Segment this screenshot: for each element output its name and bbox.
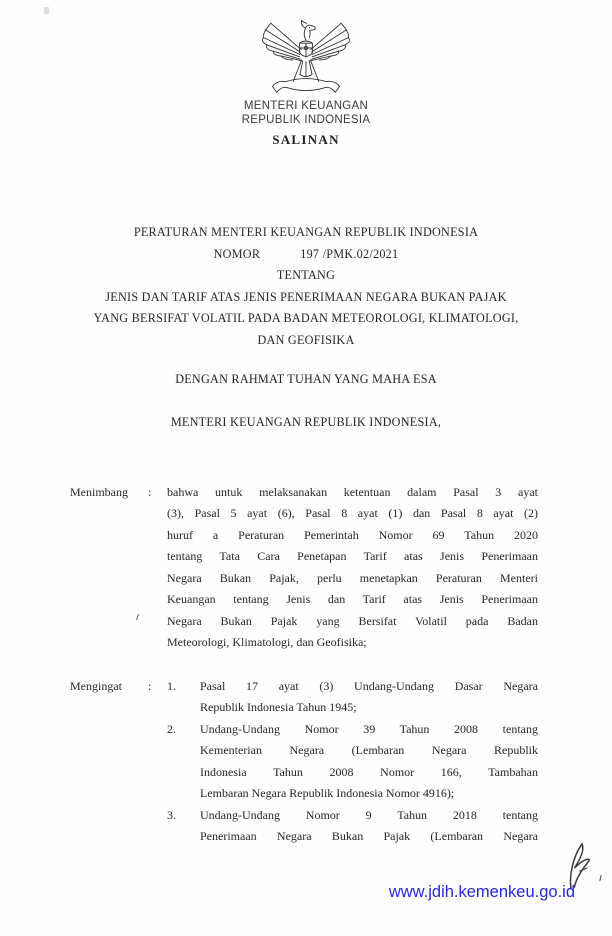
- text-line: Negara Bukan Pajak, perlu menetapkan Peraturan Menteri: [167, 570, 538, 585]
- subject-line: DAN GEOFISIKA: [257, 332, 355, 347]
- number-label: NOMOR: [213, 246, 261, 261]
- legal-basis-list: [167, 676, 538, 848]
- text-line: Penerimaan Negara Bukan Pajak (Lembaran Negara: [200, 829, 538, 844]
- jdih-kemenkeu-link[interactable]: www.jdih.kemenkeu.go.id: [388, 883, 575, 901]
- subject-line: JENIS DAN TARIF ATAS JENIS PENERIMAAN NEGARA BUKAN PAJAK: [105, 289, 507, 304]
- considering-text: [167, 482, 538, 654]
- text-line: Kementerian Negara (Lembaran Negara Republik: [200, 743, 538, 758]
- ministry-line-1: MENTERI KEUANGAN: [243, 100, 369, 112]
- garuda-pancasila-emblem: [258, 16, 354, 98]
- regulation-heading: PERATURAN MENTERI KEUANGAN REPUBLIK INDONESIA: [133, 225, 479, 239]
- copy-stamp-salinan: SALINAN: [272, 132, 340, 147]
- legal-basis-clause: [70, 676, 538, 848]
- text-line: Keuangan tentang Jenis dan Tarif atas Jenis Penerimaan: [167, 592, 538, 607]
- subject-line: YANG BERSIFAT VOLATIL PADA BADAN METEOROLOGI, KLIMATOLOGI,: [93, 311, 519, 325]
- text-line: Meteorologi, Klimatologi, dan Geofisika;: [167, 635, 367, 650]
- text-line: Lembaran Negara Republik Indonesia Nomor 4916);: [200, 786, 455, 801]
- considering-label: Menimbang: [70, 485, 128, 499]
- text-line: Undang-Undang Nomor 9 Tahun 2018 tentang: [200, 807, 538, 822]
- item-number: 2.: [167, 721, 176, 736]
- considering-separator: :: [148, 485, 152, 499]
- letterhead-ministry-name: [0, 100, 612, 127]
- item-text: [200, 676, 538, 719]
- text-line: Negara Bukan Pajak yang Bersifat Volatil pada Badan: [167, 613, 538, 628]
- legal-basis-separator: :: [148, 679, 152, 693]
- garuda-emblem-icon: [258, 16, 354, 96]
- text-line: Undang-Undang Nomor 39 Tahun 2008 tentang: [200, 721, 538, 736]
- invocation-line: DENGAN RAHMAT TUHAN YANG MAHA ESA: [175, 372, 437, 386]
- text-line: bahwa untuk melaksanakan ketentuan dalam Pasal 3 ayat: [167, 485, 538, 499]
- item-number: 3.: [167, 807, 176, 822]
- item-number: 1.: [167, 679, 176, 693]
- regulation-title-block: [0, 222, 612, 351]
- text-line: tentang Tata Cara Penetapan Tarif atas Jenis Penerimaan: [167, 549, 538, 564]
- text-line: Republik Indonesia Tahun 1945;: [200, 700, 357, 715]
- issuer-line: MENTERI KEUANGAN REPUBLIK INDONESIA,: [170, 415, 442, 429]
- number-value: 197 /PMK.02/2021: [300, 246, 399, 261]
- text-line: Pasal 17 ayat (3) Undang-Undang Dasar Negara: [200, 679, 538, 693]
- legal-basis-item: [167, 676, 538, 719]
- regulation-number-row: [0, 244, 612, 266]
- legal-basis-item: [167, 719, 538, 805]
- text-line: (3), Pasal 5 ayat (6), Pasal 8 ayat (1) dan Pasal 8 ayat (2): [167, 506, 538, 521]
- legal-basis-label: Mengingat: [70, 679, 122, 693]
- text-line: huruf a Peraturan Pemerintah Nomor 69 Tahun 2020: [167, 527, 538, 542]
- about-label: TENTANG: [276, 268, 336, 282]
- considering-clause: [70, 482, 538, 654]
- item-text: [200, 805, 538, 848]
- ministry-line-2: REPUBLIK INDONESIA: [241, 113, 371, 126]
- text-line: Indonesia Tahun 2008 Nomor 166, Tambahan: [200, 764, 538, 779]
- scan-artifact-smudge: [44, 7, 49, 14]
- legal-basis-item: [167, 805, 538, 848]
- item-text: [200, 719, 538, 805]
